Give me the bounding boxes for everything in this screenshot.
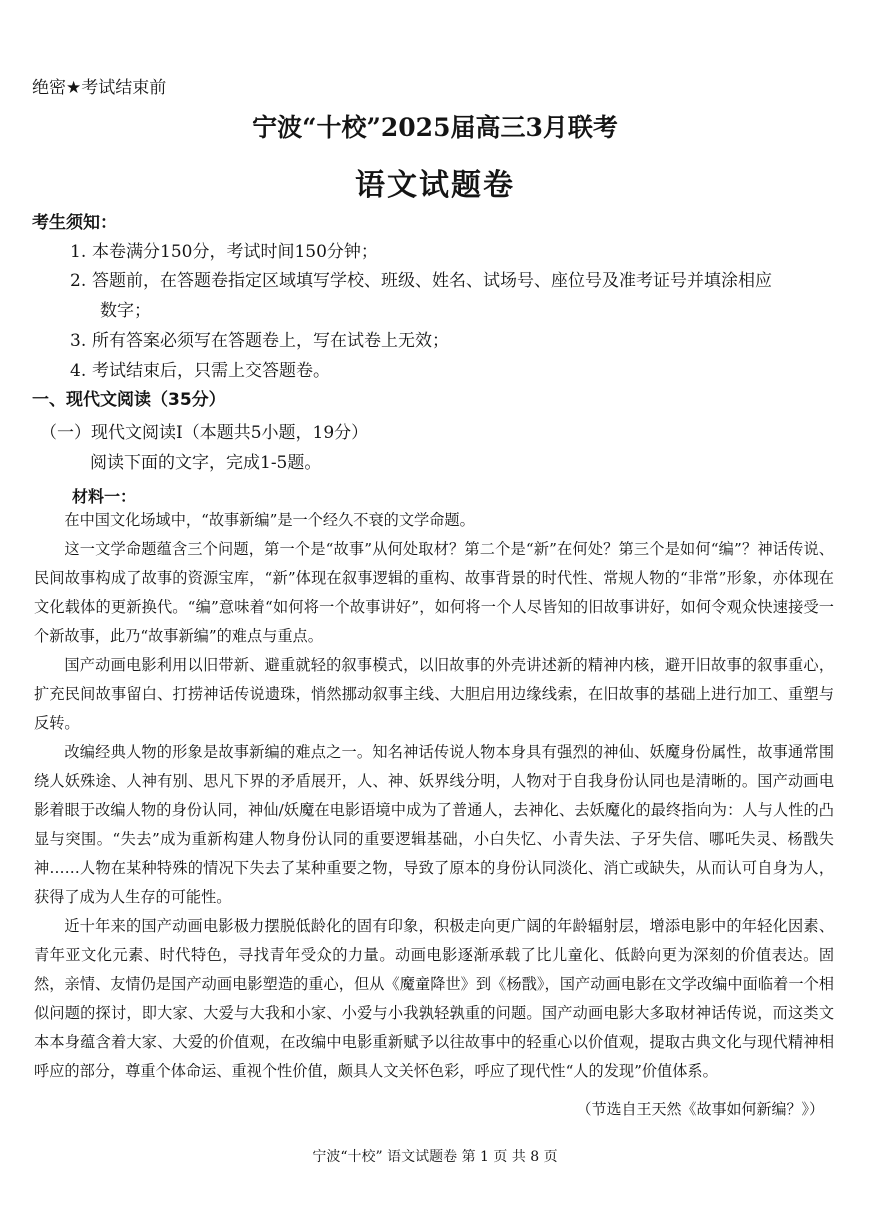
instruction: 阅读下面的文字，完成1-5题。 bbox=[90, 453, 322, 473]
notice-text: 所有答案必须写在答题卷上，写在试卷上无效； bbox=[92, 331, 449, 351]
notice-number: 1. bbox=[70, 242, 87, 262]
passage-paragraph: 国产动画电影利用以旧带新、避重就轻的叙事模式，以旧故事的外壳讲述新的精神内核，避开旧故事的叙事重心，扩充民间故事留白、打捞神话传说遗珠，悄然挪动叙事主线、大胆启用边缘线索，在旧故事的基础上进行加工、重塑与反转。 bbox=[34, 656, 834, 732]
section-title: 一、现代文阅读（35分） bbox=[32, 390, 226, 410]
source-citation: （节选自王天然《故事如何新编？》） bbox=[576, 1100, 824, 1118]
notice-item bbox=[70, 266, 850, 296]
notice-item-continuation: 数字； bbox=[100, 301, 151, 321]
page-footer: 宁波“十校” 语文试题卷 第 1 页 共 8 页 bbox=[312, 1149, 558, 1165]
subsection-title: （一）现代文阅读Ⅰ（本题共5小题，19分） bbox=[40, 423, 369, 443]
notice-number: 4. bbox=[70, 361, 87, 381]
subject-title: 语文试题卷 bbox=[355, 168, 515, 203]
notice-number: 3. bbox=[70, 331, 87, 351]
passage-paragraph: 改编经典人物的形象是故事新编的难点之一。知名神话传说人物本身具有强烈的神仙、妖魔身份属性，故事通常围绕人妖殊途、人神有别、思凡下界的矛盾展开，人、神、妖界线分明，人物对于自我身份认同也是清晰的。国产动画电影着眼于改编人物的身份认同，神仙/妖魔在电影语境中成为了普通人，去神化、去妖魔化的最终指向为：人与人性的凸显与突围。“失去”成为重新构建人物身份认同的重要逻辑基础，小白失忆、小青失法、子牙失信、哪吒失灵、杨戬失神……人物在某种特殊的情况下失去了某种重要之物，导致了原本的身份认同淡化、消亡或缺失，从而认可自身为人，获得了成为人生存的可能性。 bbox=[34, 743, 834, 906]
notice-text: 考试结束后，只需上交答题卷。 bbox=[92, 361, 330, 381]
reading-passage bbox=[34, 506, 834, 1086]
material-label: 材料一： bbox=[72, 487, 137, 506]
passage-paragraph: 在中国文化场域中，“故事新编”是一个经久不衰的文学命题。 bbox=[64, 511, 475, 529]
passage-paragraph: 近十年来的国产动画电影极力摆脱低龄化的固有印象，积极走向更广阔的年龄辐射层，增添电影中的年轻化因素、青年亚文化元素、时代特色，寻找青年受众的力量。动画电影逐渐承载了比儿童化、低龄向更为深刻的价值表达。固然，亲情、友情仍是国产动画电影塑造的重心，但从《魔童降世》到《杨戬》，国产动画电影在文学改编中面临着一个相似问题的探讨，即大家、大爱与大我和小家、小爱与小我孰轻孰重的问题。国产动画电影大多取材神话传说，而这类文本本身蕴含着大家、大爱的价值观，在改编中电影重新赋予以往故事中的轻重心以价值观，提取古典文化与现代精神相呼应的部分，尊重个体命运、重视个性价值，颇具人文关怀色彩，呼应了现代性“人的发现”价值体系。 bbox=[34, 917, 834, 1080]
notice-heading: 考生须知： bbox=[32, 213, 117, 233]
notice-text: 本卷满分150分，考试时间150分钟； bbox=[92, 242, 378, 262]
notice-text: 答题前，在答题卷指定区域填写学校、班级、姓名、试场号、座位号及准考证号并填涂相应 bbox=[92, 271, 772, 291]
notice-item bbox=[70, 356, 850, 386]
passage-paragraph: 这一文学命题蕴含三个问题，第一个是“故事”从何处取材？第二个是“新”在何处？第三个是如何“编”？神话传说、民间故事构成了故事的资源宝库，“新”体现在叙事逻辑的重构、故事背景的时代性、常规人物的“非常”形象，亦体现在文化载体的更新换代。“编”意味着“如何将一个故事讲好”，如何将一个人尽皆知的旧故事讲好，如何令观众快速接受一个新故事，此乃“故事新编”的难点与重点。 bbox=[34, 540, 834, 645]
notice-item bbox=[70, 326, 850, 356]
notice-number: 2. bbox=[70, 271, 87, 291]
confidential-mark: 绝密★考试结束前 bbox=[32, 78, 167, 98]
exam-title: 宁波“十校”2025届高三3月联考 bbox=[252, 113, 618, 142]
notice-item bbox=[70, 237, 850, 267]
